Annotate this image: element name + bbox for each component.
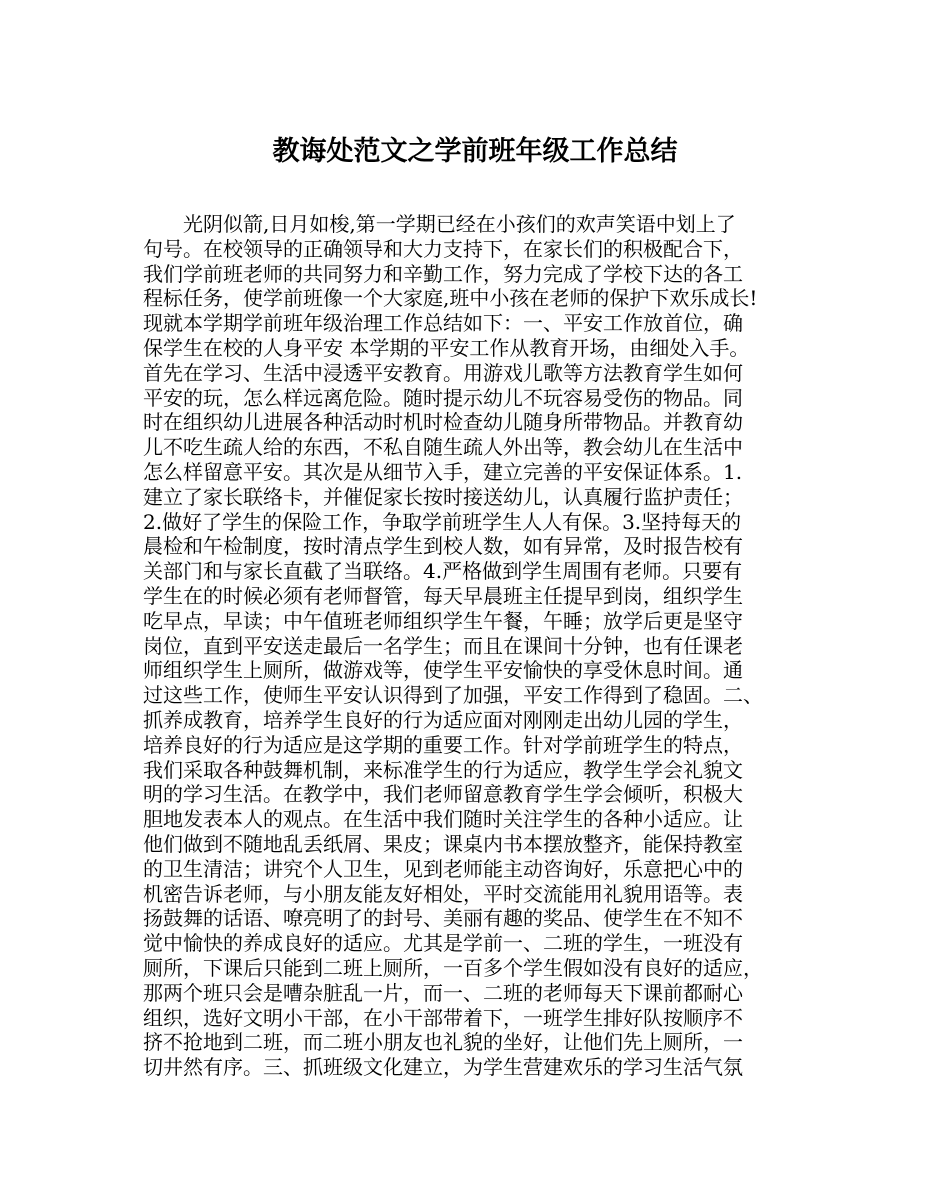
body-text-line: 岗位，直到平安送走最后一名学生；而且在课间十分钟，也有任课老 <box>143 633 743 658</box>
body-text-line: 平安的玩，怎么样远离危险。随时提示幼儿不玩容易受伤的物品。同 <box>143 385 743 410</box>
body-text-line: 他们做到不随地乱丢纸屑、果皮；课桌内书本摆放整齐，能保持教室 <box>143 831 743 856</box>
body-text-line: 学生在的时候必须有老师督管，每天早晨班主任提早到岗，组织学生 <box>143 583 743 608</box>
body-text-line: 我们采取各种鼓舞机制，来标准学生的行为适应，教学生学会礼貌文 <box>143 757 743 782</box>
body-text-line: 光阴似箭,日月如梭,第一学期已经在小孩们的欢声笑语中划上了 <box>143 212 736 236</box>
body-text-line: 抓养成教育，培养学生良好的行为适应面对刚刚走出幼儿园的学生， <box>143 707 743 732</box>
body-text-line: 过这些工作，使师生平安认识得到了加强，平安工作得到了稳固。二、 <box>143 683 763 708</box>
body-text-line: 现就本学期学前班年级治理工作总结如下：一、平安工作放首位，确 <box>143 311 743 336</box>
body-text-line: 保学生在校的人身平安 本学期的平安工作从教育开场，由细处入手。 <box>143 335 750 360</box>
body-text-line: 关部门和与家长直截了当联络。4.严格做到学生周围有老师。只要有 <box>143 559 743 584</box>
body-text-line: 时在组织幼儿进展各种活动时机时检查幼儿随身所带物品。并教育幼 <box>143 410 743 435</box>
body-text-line: 2.做好了学生的保险工作，争取学前班学生人人有保。3.坚持每天的 <box>143 509 742 534</box>
body-text-line: 挤不抢地到二班，而二班小朋友也礼貌的坐好，让他们先上厕所，一 <box>143 1030 743 1055</box>
body-text-line: 组织，选好文明小干部，在小干部带着下，一班学生排好队按顺序不 <box>143 1005 743 1030</box>
document-body <box>143 212 803 1080</box>
body-text-line: 厕所，下课后只能到二班上厕所，一百多个学生假如没有良好的适应， <box>143 955 763 980</box>
body-text-line: 扬鼓舞的话语、嘹亮明了的封号、美丽有趣的奖品、使学生在不知不 <box>143 906 743 931</box>
body-text-line: 首先在学习、生活中浸透平安教育。用游戏儿歌等方法教育学生如何 <box>143 360 743 385</box>
body-text-line: 师组织学生上厕所，做游戏等，使学生平安愉快的享受休息时间。通 <box>143 658 743 683</box>
body-text-line: 建立了家长联络卡，并催促家长按时接送幼儿，认真履行监护责任； <box>143 484 743 509</box>
body-text-line: 怎么样留意平安。其次是从细节入手，建立完善的平安保证体系。1. <box>143 459 743 484</box>
body-text-line: 晨检和午检制度，按时清点学生到校人数，如有异常，及时报告校有 <box>143 534 743 559</box>
body-text-line: 培养良好的行为适应是这学期的重要工作。针对学前班学生的特点， <box>143 732 743 757</box>
body-text-line: 我们学前班老师的共同努力和辛勤工作，努力完成了学校下达的各工 <box>143 261 743 286</box>
body-text-line: 觉中愉快的养成良好的适应。尤其是学前一、二班的学生，一班没有 <box>143 931 743 956</box>
body-text-line: 胆地发表本人的观点。在生活中我们随时关注学生的各种小适应。让 <box>143 807 743 832</box>
body-text-line: 吃早点，早读；中午值班老师组织学生午餐，午睡；放学后更是坚守 <box>143 608 743 633</box>
body-text-line: 切井然有序。三、抓班级文化建立，为学生营建欢乐的学习生活气氛 <box>143 1055 743 1080</box>
body-text-line: 的卫生清洁；讲究个人卫生，见到老师能主动咨询好，乐意把心中的 <box>143 856 743 881</box>
body-text-line: 那两个班只会是嘈杂脏乱一片，而一、二班的老师每天下课前都耐心 <box>143 980 743 1005</box>
body-text-line: 明的学习生活。在教学中，我们老师留意教育学生学会倾听，积极大 <box>143 782 743 807</box>
body-text-line: 程标任务，使学前班像一个大家庭,班中小孩在老师的保护下欢乐成长! <box>143 286 758 311</box>
body-text-line: 儿不吃生疏人给的东西，不私自随生疏人外出等，教会幼儿在生活中 <box>143 435 743 460</box>
document-title: 教诲处范文之学前班年级工作总结 <box>272 136 678 167</box>
body-text-line: 句号。在校领导的正确领导和大力支持下，在家长们的积极配合下， <box>143 236 743 261</box>
body-text-line: 机密告诉老师，与小朋友能友好相处，平时交流能用礼貌用语等。表 <box>143 881 743 906</box>
